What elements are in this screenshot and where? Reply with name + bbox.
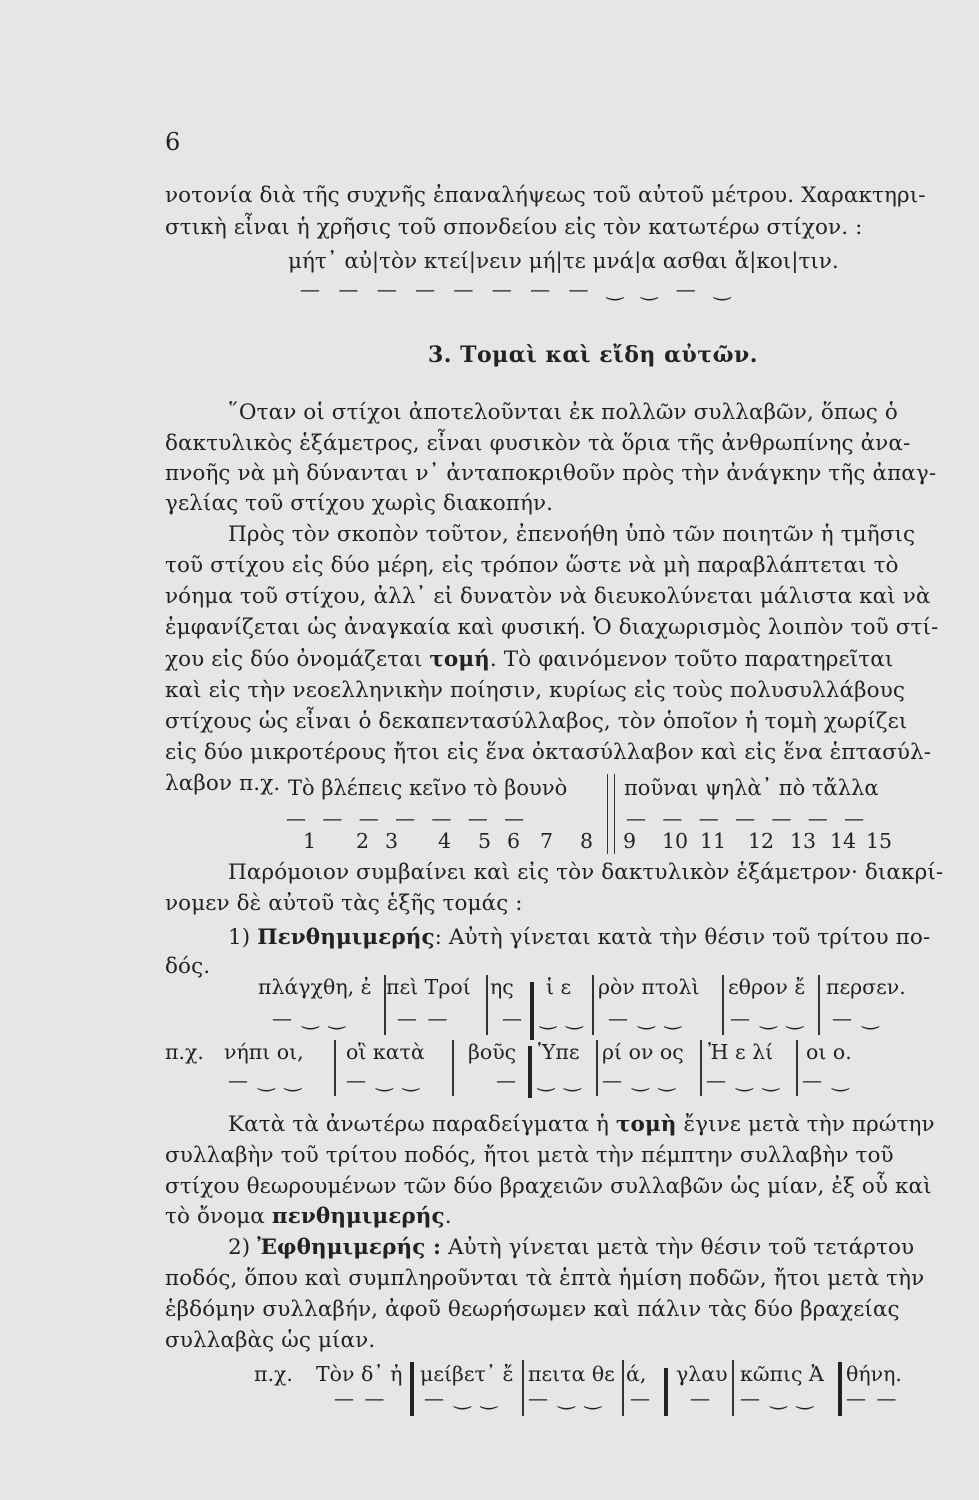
meter-segment: — — xyxy=(334,1386,387,1410)
verse-segment: Ἠ ε λί xyxy=(708,1040,774,1064)
meter-segment: — xyxy=(496,1068,518,1092)
syllable-number: 6 xyxy=(507,829,521,853)
verse-second-half: ποῦναι ψηλὰ᾽ πὸ τἄλλα xyxy=(624,776,879,800)
verse-segment: πειτα θε xyxy=(528,1362,615,1386)
text-line: πνοῆς νὰ μὴ δύνανται ν᾽ ἀνταποκριθοῦν πρὸς τὴν ἀνάγκην τῆς ἀπαγ- xyxy=(165,461,937,486)
foot-divider xyxy=(486,975,488,1035)
foot-divider xyxy=(622,1360,624,1416)
text-line: ποδός, ὅπου καὶ συμπληροῦνται τὰ ἑπτὰ ἡμίση ποδῶν, ἤτοι μετὰ τὴν xyxy=(165,1266,925,1291)
text-line: νόημα τοῦ στίχου, ἀλλ᾽ εἰ δυνατὸν νὰ διευκολύνεται μάλιστα καὶ νὰ xyxy=(165,584,931,609)
foot-divider xyxy=(722,975,724,1035)
foot-divider xyxy=(732,1360,734,1416)
text-line: δακτυλικὸς ἑξάμετρος, εἶναι φυσικὸν τὰ ὅρια τῆς ἀνθρωπίνης ἀνα- xyxy=(165,431,911,456)
text-line: στίχου θεωρουμένων τῶν δύο βραχειῶν συλλαβῶν ὡς μίαν, ἐξ οὗ καὶ xyxy=(165,1174,932,1199)
meter-segment: — ‿ ‿ xyxy=(730,1006,805,1030)
text-line: ἑβδόμην συλλαβήν, ἀφοῦ θεωρήσωμεν καὶ πάλιν τὰς δύο βραχείας xyxy=(165,1297,900,1322)
syllable-number: 13 xyxy=(790,829,817,853)
verse-segment: περσεν. xyxy=(826,975,906,999)
text-line: γελίας τοῦ στίχου χωρὶς διακοπήν. xyxy=(165,491,554,516)
text-line: λαβον π.χ. xyxy=(165,771,281,796)
meter-segment: — xyxy=(690,1386,712,1410)
verse-segment: νήπι οι, xyxy=(224,1040,304,1064)
text-line: Παρόμοιον συμβαίνει καὶ εἰς τὸν δακτυλικὸν ἑξάμετρον· διακρί- xyxy=(228,860,944,885)
verse-segment: βοῦς xyxy=(468,1040,517,1064)
text-line: συλλαβὴν τοῦ τρίτου ποδός, ἤτοι μετὰ τὴν πέμπτην συλλαβὴν τοῦ xyxy=(165,1143,894,1168)
text-run: : Αὐτὴ γίνεται κατὰ τὴν θέσιν τοῦ τρίτου πο- xyxy=(434,925,931,950)
example-prefix: π.χ. xyxy=(254,1362,293,1386)
term-penthemimeres: Πενθημιμερής xyxy=(257,925,435,950)
syllable-number: 12 xyxy=(748,829,775,853)
meter-segment: — ‿ ‿ xyxy=(346,1068,421,1092)
meter-segment: — xyxy=(630,1386,652,1410)
foot-divider xyxy=(592,975,594,1035)
foot-divider xyxy=(452,1040,454,1096)
verse-segment: ρί ον ος xyxy=(602,1040,684,1064)
meter-line: — — — — — — — xyxy=(626,806,870,830)
item-number: 2) xyxy=(228,1235,258,1260)
caesura-bar xyxy=(528,1046,532,1098)
text-line: στικὴ εἶναι ἡ χρῆσις τοῦ σπονδείου εἰς τὸν κατωτέρω στίχον. : xyxy=(165,215,863,240)
item-number: 1) xyxy=(228,925,258,950)
syllable-number: 5 xyxy=(478,829,492,853)
list-item xyxy=(228,925,930,950)
text-run: τὸ ὄνομα xyxy=(165,1204,272,1229)
verse-segment: ρὸν πτολὶ xyxy=(598,975,700,999)
foot-divider xyxy=(410,1362,414,1416)
syllable-number: 1 xyxy=(303,829,317,853)
foot-divider xyxy=(384,975,386,1035)
meter-segment: — ‿ xyxy=(832,1006,881,1030)
meter-line: — — — — — — — xyxy=(286,806,530,830)
syllable-number: 3 xyxy=(385,829,399,853)
text-line xyxy=(228,1112,935,1137)
text-run: . xyxy=(444,1204,452,1229)
text-line: δός. xyxy=(165,954,211,979)
caesura-double-bar xyxy=(607,774,615,854)
text-line: καὶ εἰς τὴν νεοελληνικὴν ποίησιν, κυρίως εἰς τοὺς πολυσυλλάβους xyxy=(165,678,906,703)
text-run: ἔγινε μετὰ τὴν πρώτην xyxy=(676,1112,935,1137)
caesura-bar xyxy=(530,982,534,1040)
verse-segment: ά, xyxy=(626,1362,647,1386)
meter-segment: — — xyxy=(397,1006,450,1030)
syllable-number: 7 xyxy=(540,829,554,853)
verse-segment: ης xyxy=(490,975,514,999)
text-run: χου εἰς δύο ὀνομάζεται xyxy=(165,647,430,672)
verse-segment: Τὸν δ᾽ ἠ xyxy=(316,1362,403,1386)
meter-segment: — ‿ ‿ xyxy=(706,1068,781,1092)
syllable-number: 15 xyxy=(866,829,893,853)
verse-segment: οι ο. xyxy=(806,1040,852,1064)
term-penthemimeres: πενθημιμερής xyxy=(271,1204,445,1229)
verse-segment: πεὶ Τροί xyxy=(386,975,471,999)
verse-segment: ἱ ε xyxy=(546,975,572,999)
text-line xyxy=(165,647,893,672)
syllable-number: 11 xyxy=(700,829,727,853)
text-line: νομεν δὲ αὐτοῦ τὰς ἑξῆς τομάς : xyxy=(165,891,523,916)
meter-segment: — ‿ ‿ xyxy=(740,1386,815,1410)
foot-divider xyxy=(796,1040,798,1096)
meter-line: — — — — — — — — ‿ ‿ — ‿ xyxy=(300,277,737,301)
verse-segment: θήνη. xyxy=(846,1362,902,1386)
text-line xyxy=(165,1204,452,1229)
meter-segment: — ‿ ‿ xyxy=(608,1006,683,1030)
syllable-number: 10 xyxy=(662,829,689,853)
meter-segment: — ‿ ‿ xyxy=(602,1068,677,1092)
meter-segment: — ‿ ‿ xyxy=(528,1386,603,1410)
verse-segment: Ὑπε xyxy=(538,1040,580,1064)
foot-divider xyxy=(522,1360,524,1416)
foot-divider xyxy=(818,975,820,1035)
text-run: Αὐτὴ γίνεται μετὰ τὴν θέσιν τοῦ τετάρτου xyxy=(441,1235,915,1260)
text-line: Πρὸς τὸν σκοπὸν τοῦτον, ἐπενοήθη ὑπὸ τῶν ποιητῶν ἡ τμῆσις xyxy=(228,522,916,547)
meter-segment: — ‿ ‿ xyxy=(272,1006,347,1030)
syllable-number: 9 xyxy=(623,829,637,853)
term-tome: τομή xyxy=(429,647,490,672)
verse-first-half: Τὸ βλέπεις κεῖνο τὸ βουνὸ xyxy=(288,776,568,800)
syllable-number: 8 xyxy=(580,829,594,853)
example-prefix: π.χ. xyxy=(165,1040,204,1064)
text-line: νοτονία διὰ τῆς συχνῆς ἐπαναλήψεως τοῦ αὐτοῦ μέτρου. Χαρακτηρι- xyxy=(165,183,926,208)
section-heading: 3. Τομαὶ καὶ εἴδη αὐτῶν. xyxy=(428,342,758,368)
verse-segment: οἳ κατὰ xyxy=(346,1040,425,1064)
meter-segment: — ‿ ‿ xyxy=(424,1386,499,1410)
meter-segment: ‿ ‿ xyxy=(540,1006,585,1030)
syllable-number: 2 xyxy=(356,829,370,853)
foot-divider xyxy=(596,1040,598,1096)
text-run: Κατὰ τὰ ἀνωτέρω παραδείγματα ἡ xyxy=(228,1112,616,1137)
verse-segment: γλαυ xyxy=(676,1362,728,1386)
foot-divider xyxy=(700,1040,702,1096)
caesura-bar xyxy=(664,1368,668,1416)
text-line: τοῦ στίχου εἰς δύο μέρη, εἰς τρόπον ὥστε νὰ μὴ παραβλάπτεται τὸ xyxy=(165,553,899,578)
text-run: . Τὸ φαινόμενον τοῦτο παρατηρεῖται xyxy=(489,647,894,672)
list-item xyxy=(228,1235,914,1260)
syllable-number: 4 xyxy=(438,829,452,853)
verse-segment: μείβετ᾽ ἔ xyxy=(420,1362,514,1386)
text-line: ἐμφανίζεται ὡς ἀναγκαία καὶ φυσική. Ὁ διαχωρισμὸς λοιπὸν τοῦ στί- xyxy=(165,615,939,640)
meter-segment: — xyxy=(502,1006,524,1030)
text-line: στίχους ὡς εἶναι ὁ δεκαπεντασύλλαβος, τὸν ὁποῖον ἡ τομὴ χωρίζει xyxy=(165,709,908,734)
page-number: 6 xyxy=(165,128,181,156)
verse-segment: κῶπις Ἀ xyxy=(740,1362,824,1386)
meter-segment: — — xyxy=(846,1386,899,1410)
meter-segment: ‿ ‿ xyxy=(538,1068,583,1092)
foot-divider xyxy=(838,1362,842,1416)
verse-line: μήτ᾽ αὐ|τὸν κτεί|νειν μή|τε μνά|α ασθαι ἄ|κοι|τιν. xyxy=(288,249,839,274)
foot-divider xyxy=(334,1040,336,1096)
meter-segment: — ‿ ‿ xyxy=(228,1068,303,1092)
text-line: ῞Οταν οἱ στίχοι ἀποτελοῦνται ἐκ πολλῶν συλλαβῶν, ὅπως ὁ xyxy=(228,400,898,425)
meter-segment: — ‿ xyxy=(802,1068,851,1092)
term-tome: τομὴ xyxy=(615,1112,677,1137)
syllable-number: 14 xyxy=(830,829,857,853)
text-line: εἰς δύο μικροτέρους ἤτοι εἰς ἕνα ὀκτασύλλαβον καὶ εἰς ἕνα ἑπτασύλ- xyxy=(165,740,932,765)
verse-segment: πλάγχθη, ἐ xyxy=(258,975,372,999)
text-line: συλλαβὰς ὡς μίαν. xyxy=(165,1328,376,1353)
term-hephthemimeres: Ἐφθημιμερής : xyxy=(257,1235,442,1260)
verse-segment: εθρον ἔ xyxy=(728,975,806,999)
